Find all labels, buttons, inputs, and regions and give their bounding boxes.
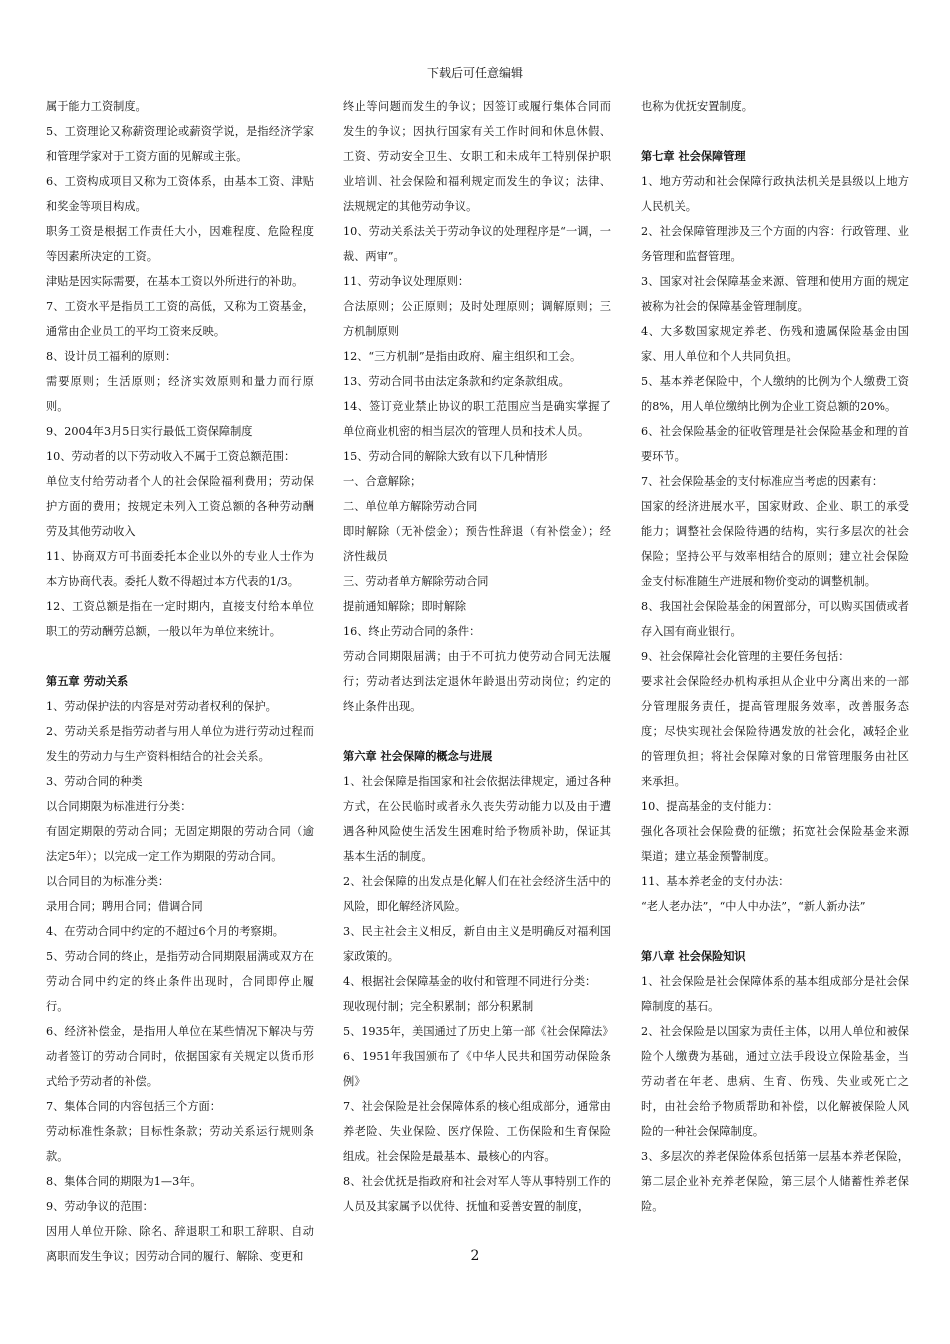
paragraph: 14、签订竞业禁止协议的职工范围应当是确实掌握了单位商业机密的相当层次的管理人员和技术人员。: [343, 400, 611, 438]
paragraph: 4、大多数国家规定养老、伤残和遗属保险基金由国家、用人单位和个人共同负担。: [641, 325, 909, 363]
column-3: [641, 94, 909, 1219]
paragraph: 需要原则；生活原则；经济实效原则和量力而行原则。: [46, 375, 314, 413]
chapter-heading: 第七章 社会保障管理: [641, 149, 746, 163]
paragraph: 6、1951年我国颁布了《中华人民共和国劳动保险条例》: [343, 1050, 611, 1088]
paragraph: 1、社会保障是指国家和社会依据法律规定，通过各种方式，在公民临时或者永久丧失劳动能力以及由于遭遇各种风险使生活发生困难时给予物质补助，保证其基本生活的制度。: [343, 775, 611, 863]
paragraph: 4、在劳动合同中约定的不超过6个月的考察期。: [46, 925, 284, 938]
paragraph: 国家的经济进展水平，国家财政、企业、职工的承受能力；调整社会保险待遇的结构，实行多层次的社会保险；坚持公平与效率相结合的原则；建立社会保险金支付标准随生产进展和物价变动的调整机制。: [641, 500, 909, 588]
paragraph-spacer: [343, 719, 611, 744]
paragraph: 3、民主社会主义相反，新自由主义是明确反对福利国家政策的。: [343, 925, 611, 963]
paragraph: 11、劳动争议处理原则：: [343, 275, 470, 288]
column-2: [343, 94, 614, 1219]
paragraph: 2、社会保障管理涉及三个方面的内容：行政管理、业务管理和监督管理。: [641, 225, 909, 263]
paragraph: 2、劳动关系是指劳动者与用人单位为进行劳动过程而发生的劳动力与生产资料相结合的社会关系。: [46, 725, 314, 763]
paragraph: 3、劳动合同的种类: [46, 775, 143, 788]
paragraph: 10、劳动关系法关于劳动争议的处理程序是“一调，一裁、两审”。: [343, 225, 611, 263]
chapter-heading: 第五章 劳动关系: [46, 674, 129, 688]
paragraph: 以合同目的为标准分类：: [46, 875, 170, 888]
paragraph: 3、多层次的养老保险体系包括第一层基本养老保险，第二层企业补充养老保险，第三层个人储蓄性养老保险。: [641, 1150, 909, 1213]
chapter-heading: 第八章 社会保险知识: [641, 949, 746, 963]
paragraph: 5、基本养老保险中，个人缴纳的比例为个人缴费工资的8%，用人单位缴纳比例为企业工资总额的20%。: [641, 375, 909, 413]
paragraph: 9、社会保障社会化管理的主要任务包括：: [641, 650, 850, 663]
paragraph: 3、国家对社会保障基金来源、管理和使用方面的规定被称为社会的保障基金管理制度。: [641, 275, 909, 313]
paragraph: 11、基本养老金的支付办法：: [641, 875, 790, 888]
paragraph: 5、工资理论又称薪资理论或薪资学说，是指经济学家和管理学家对于工资方面的见解或主张。: [46, 125, 314, 163]
paragraph: “老人老办法”，“中人中办法”，“新人新办法”: [641, 900, 866, 913]
page-header: 下载后可任意编辑: [426, 66, 523, 80]
paragraph: 6、经济补偿金，是指用人单位在某些情况下解决与劳动者签订的劳动合同时，依据国家有关规定以货币形式给予劳动者的补偿。: [46, 1025, 314, 1088]
paragraph: 5、1935年，美国通过了历史上第一部《社会保障法》: [343, 1025, 614, 1038]
paragraph: 5、劳动合同的终止，是指劳动合同期限届满或双方在劳动合同中约定的终止条件出现时，合同即停止履行。: [46, 950, 314, 1013]
paragraph: 劳动合同期限届满；由于不可抗力使劳动合同无法履行；劳动者达到法定退休年龄退出劳动岗位；约定的终止条件出现。: [343, 650, 611, 713]
paragraph: 7、工资水平是指员工工资的高低，又称为工资基金，通常由企业员工的平均工资来反映。: [46, 300, 314, 338]
paragraph: 以合同期限为标准进行分类：: [46, 800, 192, 813]
paragraph: 录用合同；聘用合同；借调合同: [46, 900, 203, 913]
paragraph-spacer: [641, 919, 909, 944]
paragraph: 现收现付制；完全积累制；部分积累制: [343, 1000, 534, 1013]
paragraph: 10、提高基金的支付能力：: [641, 800, 779, 813]
paragraph: 6、工资构成项目又称为工资体系，由基本工资、津贴和奖金等项目构成。: [46, 175, 314, 213]
paragraph: 2、社会保障的出发点是化解人们在社会经济生活中的风险，即化解经济风险。: [343, 875, 611, 913]
paragraph: 三、劳动者单方解除劳动合同: [343, 575, 489, 588]
paragraph: 单位支付给劳动者个人的社会保险福利费用；劳动保护方面的费用；按规定未列入工资总额的各种劳动酬劳及其他劳动收入: [46, 475, 314, 538]
chapter-heading: 第六章 社会保障的概念与进展: [343, 749, 493, 763]
paragraph: 8、集体合同的期限为1—3年。: [46, 1175, 202, 1188]
paragraph: 津贴是因实际需要，在基本工资以外所进行的补助。: [46, 275, 304, 288]
paragraph: 2、社会保险是以国家为责任主体，以用人单位和被保险个人缴费为基础，通过立法手段设立保险基金，当劳动者在年老、患病、生育、伤残、失业或死亡之时，由社会给予物质帮助和补偿，以化解被保险人风险的一种社会保障制度。: [641, 1025, 909, 1138]
paragraph: 即时解除（无补偿金）；预告性辞退（有补偿金）；经济性裁员: [343, 525, 611, 563]
paragraph: 8、社会优抚是指政府和社会对军人等从事特别工作的人员及其家属予以优待、抚恤和妥善安置的制度，: [343, 1175, 611, 1213]
paragraph-spacer: [46, 644, 314, 669]
paragraph: 1、地方劳动和社会保障行政执法机关是县级以上地方人民机关。: [641, 175, 909, 213]
paragraph: 7、社会保险是社会保障体系的核心组成部分，通常由养老险、失业保险、医疗保险、工伤保险和生育保险组成。社会保险是最基本、最核心的内容。: [343, 1100, 611, 1163]
paragraph: 13、劳动合同书由法定条款和约定条款组成。: [343, 375, 570, 388]
paragraph: 7、集体合同的内容包括三个方面：: [46, 1100, 221, 1113]
page-number: 2: [470, 1248, 480, 1264]
paragraph: 11、协商双方可书面委托本企业以外的专业人士作为本方协商代表。委托人数不得超过本方代表的1/3。: [46, 550, 314, 588]
paragraph: 终止等问题而发生的争议；因签订或履行集体合同而发生的争议；因执行国家有关工作时间和休息休假、工资、劳动安全卫生、女职工和未成年工特别保护职业培训、社会保险和福利规定而发生的争议；法律、法规规定的其他劳动争议。: [343, 100, 611, 213]
paragraph: 二、单位单方解除劳动合同: [343, 500, 478, 513]
paragraph-spacer: [641, 119, 909, 144]
paragraph: 强化各项社会保险费的征缴；拓宽社会保险基金来源渠道；建立基金预警制度。: [641, 825, 909, 863]
paragraph: 提前通知解除；即时解除: [343, 600, 467, 613]
paragraph: 6、社会保险基金的征收管理是社会保险基金和理的首要环节。: [641, 425, 909, 463]
paragraph: 1、社会保险是社会保障体系的基本组成部分是社会保障制度的基石。: [641, 975, 909, 1013]
paragraph: 9、劳动争议的范围：: [46, 1200, 154, 1213]
paragraph: 9、2004年3月5日实行最低工资保障制度: [46, 425, 253, 438]
paragraph: 职务工资是根据工作责任大小，因难程度、危险程度等因素所决定的工资。: [46, 225, 314, 263]
paragraph: 16、终止劳动合同的条件：: [343, 625, 481, 638]
paragraph: 12、工资总额是指在一定时期内，直接支付给本单位职工的劳动酬劳总额，一般以年为单位来统计。: [46, 600, 314, 638]
paragraph: 4、根据社会保障基金的收付和管理不同进行分类：: [343, 975, 597, 988]
column-1: [46, 94, 314, 1269]
paragraph: 8、我国社会保险基金的闲置部分，可以购买国债或者存入国有商业银行。: [641, 600, 909, 638]
paragraph: 有固定期限的劳动合同；无固定期限的劳动合同（逾法定5年）；以完成一定工作为期限的劳动合同。: [46, 825, 314, 863]
paragraph: 也称为优抚安置制度。: [641, 100, 753, 113]
paragraph: 10、劳动者的以下劳动收入不属于工资总额范围：: [46, 450, 296, 463]
paragraph: 劳动标准性条款；目标性条款；劳动关系运行规则条款。: [46, 1125, 314, 1163]
paragraph: 8、设计员工福利的原则：: [46, 350, 177, 363]
paragraph: 12、“三方机制”是指由政府、雇主组织和工会。: [343, 350, 582, 363]
paragraph: 一、合意解除；: [343, 475, 422, 488]
paragraph: 合法原则；公正原则；及时处理原则；调解原则；三方机制原则: [343, 300, 611, 338]
paragraph: 15、劳动合同的解除大致有以下几种情形: [343, 450, 548, 463]
paragraph: 因用人单位开除、除名、辞退职工和职工辞职、自动离职而发生争议；因劳动合同的履行、解除、变更和: [46, 1225, 314, 1263]
paragraph: 要求社会保险经办机构承担从企业中分离出来的一部分管理服务责任，提高管理服务效率，改善服务态度；尽快实现社会保险待遇发放的社会化，减轻企业的管理负担；将社会保障对象的日常管理服务由社区来承担。: [641, 675, 909, 788]
paragraph: 7、社会保险基金的支付标准应当考虑的因素有：: [641, 475, 884, 488]
paragraph: 属于能力工资制度。: [46, 100, 147, 113]
paragraph: 1、劳动保护法的内容是对劳动者权利的保护。: [46, 700, 277, 713]
